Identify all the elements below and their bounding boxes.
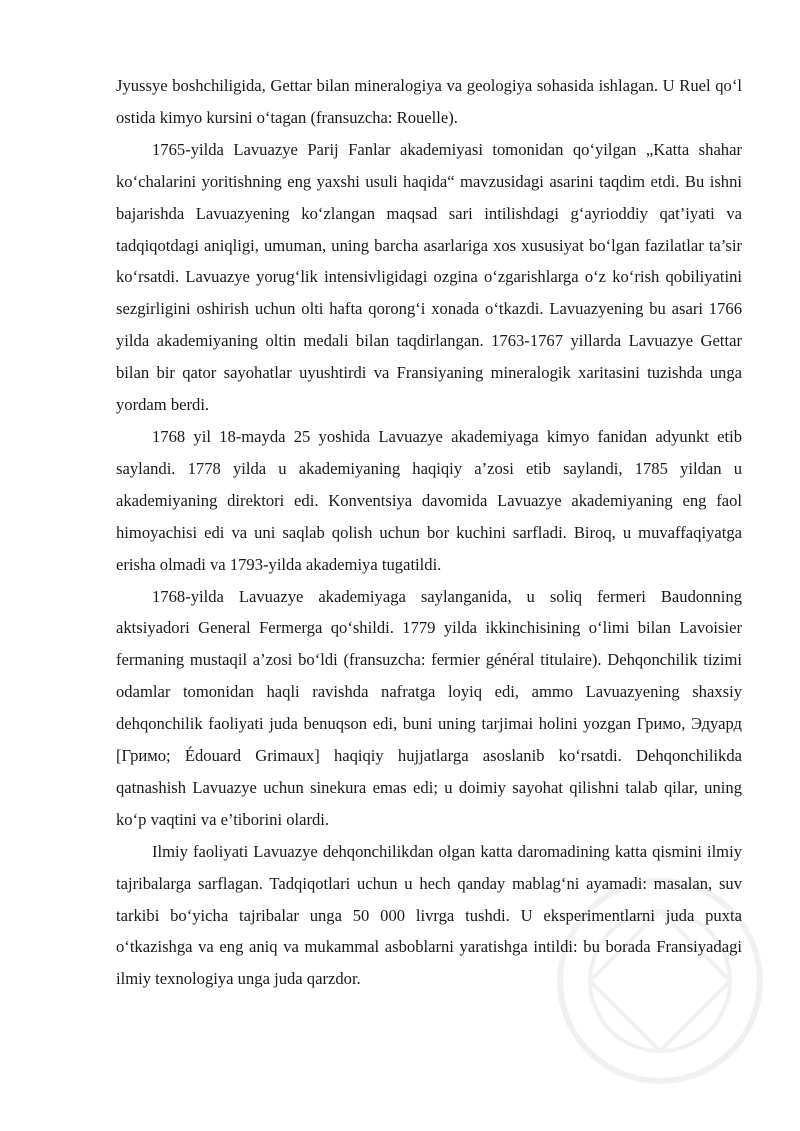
paragraph-4: 1768-yilda Lavuazye akademiyaga saylanganida, u soliq fermeri Baudonning aktsiyadori General Fermerga qo‘shildi. 1779 yilda ikkinchisining o‘limi bilan Lavoisier fermaning mustaqil a’zosi bo‘ldi (fransuzcha: fermier général titulaire). Dehqonchilik tizimi odamlar tomonidan haqli ravishda nafratga loyiq edi, ammo Lavuazyening shaxsiy dehqonchilik faoliyati juda benuqson edi, buni uning tarjimai holini yozgan Гримо, Эдуард [Гримо; Édouard Grimaux] haqiqiy hujjatlarga asoslanib ko‘rsatdi. Dehqonchilikda qatnashish Lavuazye uchun sinekura emas edi; u doimiy sayohat qilishni talab qilar, uning ko‘p vaqtini va e’tiborini olardi. bbox=[116, 586, 742, 829]
document-page bbox=[116, 70, 742, 995]
paragraph-2: 1765-yilda Lavuazye Parij Fanlar akademiyasi tomonidan qo‘yilgan „Katta shahar ko‘chalarini yoritishning eng yaxshi usuli haqida“ mavzusidagi asarini taqdim etdi. Bu ishni bajarishda Lavuazyening ko‘zlangan maqsad sari intilishdagi g‘ayrioddiy qat’iyati va tadqiqotdagi aniqligi, umuman, uning barcha asarlariga xos xususiyat bo‘lgan fazilatlar ta’sir ko‘rsatdi. Lavuazye yorug‘lik intensivligidagi ozgina o‘zgarishlarga o‘z ko‘rish qobiliyatini sezgirligini oshirish uchun olti hafta qorong‘i xonada o‘tkazdi. Lavuazyening bu asari 1766 yilda akademiyaning oltin medali bilan taqdirlangan. 1763-1767 yillarda Lavuazye Gettar bilan bir qator sayohatlar uyushtirdi va Fransiyaning mineralogik xaritasini tuzishda unga yordam berdi. bbox=[116, 139, 742, 415]
paragraph-5: Ilmiy faoliyati Lavuazye dehqonchilikdan olgan katta daromadining katta qismini ilmiy tajribalarga sarflagan. Tadqiqotlari uchun u hech qanday mablag‘ni ayamadi: masalan, suv tarkibi bo‘yicha tajribalar unga 50 000 livrga tushdi. U eksperimentlarni juda puxta o‘tkazishga va eng aniq va mukammal asboblarni yaratishga intildi: bu borada Fransiyadagi ilmiy texnologiya unga juda qarzdor. bbox=[116, 841, 742, 989]
paragraph-3: 1768 yil 18-mayda 25 yoshida Lavuazye akademiyaga kimyo fanidan adyunkt etib saylandi. 1778 yilda u akademiyaning haqiqiy a’zosi etib saylandi, 1785 yildan u akademiyaning direktori edi. Konventsiya davomida Lavuazye akademiyaning eng faol himoyachisi edi va uni saqlab qolish uchun bor kuchini sarfladi. Biroq, u muvaffaqiyatga erisha olmadi va 1793-yilda akademiya tugatildi. bbox=[116, 426, 742, 574]
paragraph-1: Jyussye boshchiligida, Gettar bilan mineralogiya va geologiya sohasida ishlagan. U Ruel qo‘l ostida kimyo kursini o‘tagan (fransuzcha: Rouelle). bbox=[116, 76, 742, 127]
